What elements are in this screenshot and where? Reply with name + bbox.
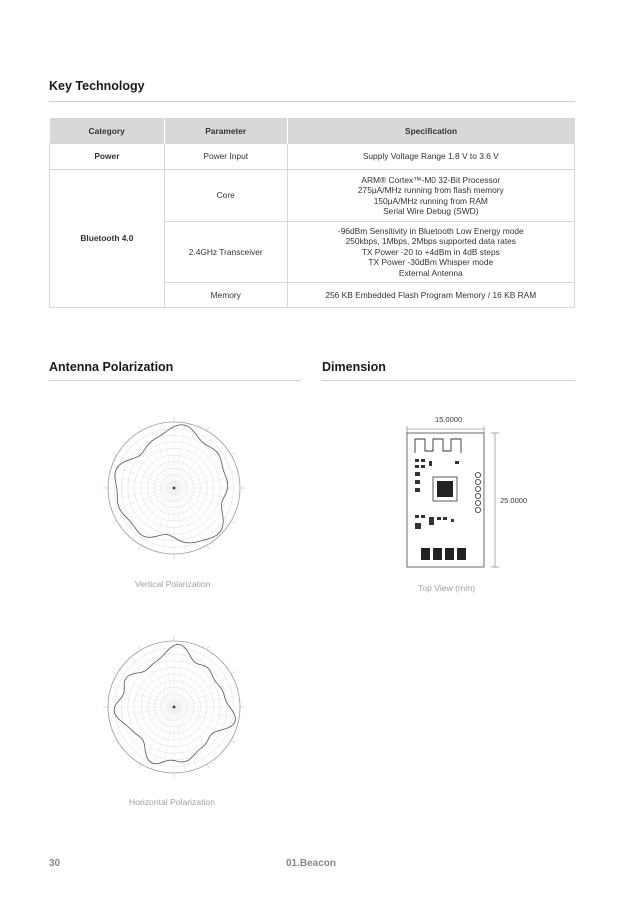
spec-line: 275μA/MHz running from flash memory [357,185,504,196]
pin-pad [475,493,480,498]
antenna-polarization-title: Antenna Polarization [49,360,174,374]
dimension-title: Dimension [322,360,386,374]
angle-tick [231,672,235,675]
angle-tick [139,427,142,431]
section-divider [49,101,575,102]
horizontal-polarization-caption: Horizontal Polarization [129,797,215,807]
horizontal-polarization-plot [94,627,254,787]
category-cell: Bluetooth 4.0 [50,170,165,308]
table-header-row [50,118,575,144]
angle-tick [113,740,117,743]
angle-tick [139,545,142,549]
angle-tick [139,646,142,650]
pin-pad [475,507,480,512]
table-row [50,170,575,222]
angle-tick [113,521,117,524]
spec-line: ARM® Cortex™-M0 32-Bit Processor [361,174,501,185]
header-parameter: Parameter [164,118,287,144]
angle-tick [207,646,210,650]
component [415,472,420,476]
section-divider [49,380,301,381]
spec-line: TX Power -20 to +4dBm in 4dB steps [361,246,500,257]
parameter-cell: Power Input [164,144,287,170]
spec-line: -96dBm Sensitivity in Bluetooth Low Energy mode [337,225,524,236]
angle-tick [231,740,235,743]
top-view-caption: Top View (mm) [418,583,476,593]
angle-tick [139,764,142,768]
pin-pad [475,486,480,491]
specification-cell [287,222,574,283]
angle-tick [207,427,210,431]
component [415,480,420,484]
plot-center [173,706,176,709]
spec-line: 256 KB Embedded Flash Program Memory / 16 KB RAM [325,289,537,300]
header-specification: Specification [287,118,574,144]
pin-pad [475,479,480,484]
angle-tick [113,453,117,456]
spec-line: TX Power -30dBm Whisper mode [368,257,494,268]
vertical-polarization-caption: Vertical Polarization [135,579,211,589]
angle-tick [207,545,210,549]
pin-pad [475,472,480,477]
spec-line: 250kbps, 1Mbps, 2Mbps supported data rates [345,236,516,247]
angle-tick [231,453,235,456]
component [421,459,425,462]
component [415,523,421,529]
page-number: 30 [49,858,61,869]
category-cell: Power [50,144,165,170]
spec-line: Supply Voltage Range 1.8 V to 3.6 V [362,151,499,162]
parameter-cell: 2.4GHz Transceiver [164,222,287,283]
bottom-pad [457,548,466,560]
vertical-polarization-plot [94,408,254,568]
component [429,517,434,525]
component [437,517,441,520]
component [421,515,425,518]
radiation-pattern [115,425,228,543]
component [421,465,425,468]
table-row [50,144,575,170]
width-dimension-label: 15.0000 [435,415,463,424]
specification-cell [287,144,574,170]
angle-tick [231,521,235,524]
spec-line: Serial Wire Debug (SWD) [383,205,479,216]
module-top-view-drawing [395,425,505,575]
angle-tick [113,672,117,675]
parameter-cell: Core [164,170,287,222]
component [415,459,419,462]
angle-tick [207,764,210,768]
ic-chip [437,481,453,497]
component [443,517,447,520]
component [451,519,454,522]
pin-pad [475,500,480,505]
bottom-pad [445,548,454,560]
key-technology-title: Key Technology [49,79,145,93]
spec-line: 150μA/MHz running from RAM [373,195,488,206]
parameter-cell: Memory [164,283,287,308]
header-category: Category [50,118,165,144]
bottom-pad [421,548,430,560]
component [429,461,432,466]
footer-section-name: 01.Beacon [286,858,337,869]
component [415,488,420,492]
key-technology-table [49,118,575,308]
section-divider [322,380,575,381]
spec-line: External Antenna [398,267,463,278]
specification-cell [287,170,574,222]
height-dimension-label: 25.0000 [500,496,528,505]
bottom-pad [433,548,442,560]
radiation-pattern [114,644,235,763]
plot-center [173,487,176,490]
component [415,465,419,468]
component [455,461,459,464]
component [415,515,419,518]
specification-cell [287,283,574,308]
